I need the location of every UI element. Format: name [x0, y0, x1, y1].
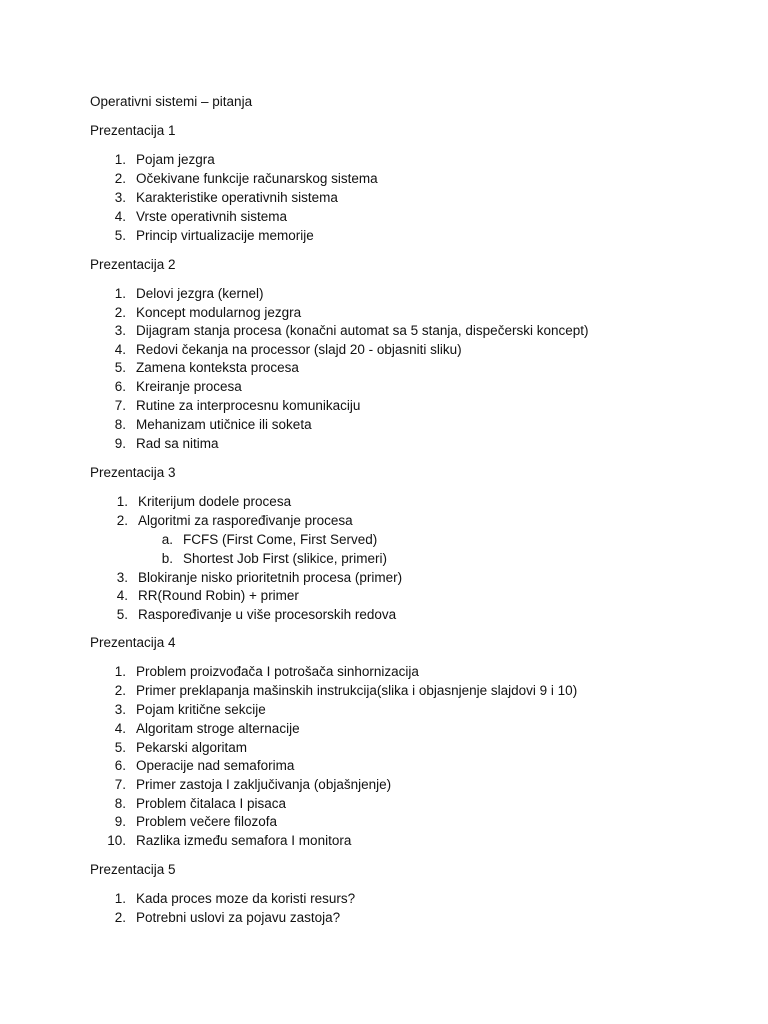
list-item-text: Shortest Job First (slikice, primeri) [183, 551, 388, 566]
list-item [114, 720, 300, 738]
list-item-number: 1. [114, 152, 126, 167]
list-item-number: 3. [114, 323, 126, 338]
list-item [114, 378, 242, 396]
list-item-number: 1. [114, 286, 126, 301]
list-item [114, 813, 278, 831]
list-item [114, 663, 419, 681]
list-item [114, 757, 295, 775]
list-item-text: Vrste operativnih sistema [136, 209, 288, 224]
list-item-number: 5. [114, 228, 126, 243]
list-item-text: Pekarski algoritam [136, 740, 248, 755]
section-heading-prezentacija-1: Prezentacija 1 [90, 123, 176, 138]
list-item-number: 4. [116, 588, 128, 603]
list-item [114, 909, 341, 927]
list-item [114, 890, 356, 908]
list-item-text: Raspoređivanje u više procesorskih redova [138, 607, 397, 622]
section-heading-prezentacija-2: Prezentacija 2 [90, 257, 176, 272]
list-item-number: 9. [114, 436, 126, 451]
list-item [114, 776, 392, 794]
list-item [114, 170, 378, 188]
list-item-number: 2. [114, 910, 126, 925]
list-item-text: RR(Round Robin) + primer [138, 588, 299, 603]
list-item-number: 4. [114, 721, 126, 736]
sub-list-item [161, 550, 388, 568]
list-item-text: Karakteristike operativnih sistema [136, 190, 338, 205]
list-item-text: Kriterijum dodele procesa [138, 494, 292, 509]
list-item [114, 682, 578, 700]
list-item-number: 1. [114, 664, 126, 679]
list-item-number: 3. [116, 570, 128, 585]
list-item-number: 8. [114, 796, 126, 811]
list-item-number: 4. [114, 209, 126, 224]
list-item-number: 6. [114, 758, 126, 773]
list-item [116, 512, 353, 530]
list-item [114, 795, 287, 813]
list-item-number: 9. [114, 814, 126, 829]
list-item-number: 3. [114, 702, 126, 717]
list-item [107, 832, 352, 850]
sub-list-item [161, 531, 378, 549]
list-item-text: Primer zastoja I zaključivanja (objašnjenje) [136, 777, 392, 792]
list-item [114, 341, 462, 359]
list-item-text: Blokiranje nisko prioritetnih procesa (primer) [138, 570, 403, 585]
list-item-text: Pojam jezgra [136, 152, 215, 167]
list-item-text: Redovi čekanja na processor (slajd 20 - objasniti sliku) [136, 342, 462, 357]
list-item [114, 435, 219, 453]
list-item-number: 3. [114, 190, 126, 205]
section-heading-prezentacija-3: Prezentacija 3 [90, 465, 176, 480]
list-item [114, 227, 314, 245]
list-item-text: Rutine za interprocesnu komunikaciju [136, 398, 361, 413]
document-title: Operativni sistemi – pitanja [90, 94, 253, 109]
list-item [114, 701, 266, 719]
list-item-text: Zamena konteksta procesa [136, 360, 299, 375]
list-item-number: 7. [114, 777, 126, 792]
list-item-number: 7. [114, 398, 126, 413]
list-item-number: 1. [116, 494, 128, 509]
list-item [114, 359, 299, 377]
list-item-text: FCFS (First Come, First Served) [183, 532, 378, 547]
list-item-text: Algoritmi za raspoređivanje procesa [138, 513, 353, 528]
list-item-text: Operacije nad semaforima [136, 758, 295, 773]
list-item-text: Primer preklapanja mašinskih instrukcija(slika i objasnjenje slajdovi 9 i 10) [136, 683, 578, 698]
list-item-text: Dijagram stanja procesa (konačni automat sa 5 stanja, dispečerski koncept) [136, 323, 589, 338]
list-item-number: 5. [116, 607, 128, 622]
list-item [116, 569, 403, 587]
list-item-number: a. [161, 532, 173, 547]
list-item [114, 416, 312, 434]
list-item-text: Koncept modularnog jezgra [136, 305, 302, 320]
list-item [114, 189, 338, 207]
list-item-number: b. [161, 551, 173, 566]
list-item-text: Kreiranje procesa [136, 379, 242, 394]
list-item-number: 1. [114, 891, 126, 906]
list-item-text: Kada proces moze da koristi resurs? [136, 891, 356, 906]
list-item [114, 208, 288, 226]
list-item-text: Rad sa nitima [136, 436, 219, 451]
list-item-number: 2. [116, 513, 128, 528]
list-item [114, 322, 589, 340]
list-item-text: Mehanizam utičnice ili soketa [136, 417, 312, 432]
list-item [114, 397, 361, 415]
list-item-text: Razlika između semafora I monitora [136, 833, 352, 848]
list-item-number: 8. [114, 417, 126, 432]
section-heading-prezentacija-4: Prezentacija 4 [90, 635, 176, 650]
list-item-number: 2. [114, 683, 126, 698]
list-item-text: Problem večere filozofa [136, 814, 278, 829]
list-item-number: 10. [107, 833, 126, 848]
list-item-text: Problem čitalaca I pisaca [136, 796, 287, 811]
section-heading-prezentacija-5: Prezentacija 5 [90, 862, 176, 877]
list-item-number: 6. [114, 379, 126, 394]
list-item-text: Princip virtualizacije memorije [136, 228, 314, 243]
list-item-text: Delovi jezgra (kernel) [136, 286, 264, 301]
list-item-text: Algoritam stroge alternacije [136, 721, 300, 736]
list-item [116, 606, 397, 624]
list-item [114, 151, 215, 169]
list-item-number: 2. [114, 171, 126, 186]
list-item-text: Potrebni uslovi za pojavu zastoja? [136, 910, 341, 925]
list-item [114, 304, 302, 322]
list-item-text: Problem proizvođača I potrošača sinhornizacija [136, 664, 419, 679]
list-item-number: 4. [114, 342, 126, 357]
list-item-text: Očekivane funkcije računarskog sistema [136, 171, 378, 186]
list-item [114, 285, 264, 303]
list-item-number: 5. [114, 360, 126, 375]
list-item-text: Pojam kritične sekcije [136, 702, 266, 717]
list-item-number: 5. [114, 740, 126, 755]
list-item [116, 587, 299, 605]
list-item [116, 493, 292, 511]
list-item [114, 739, 248, 757]
list-item-number: 2. [114, 305, 126, 320]
